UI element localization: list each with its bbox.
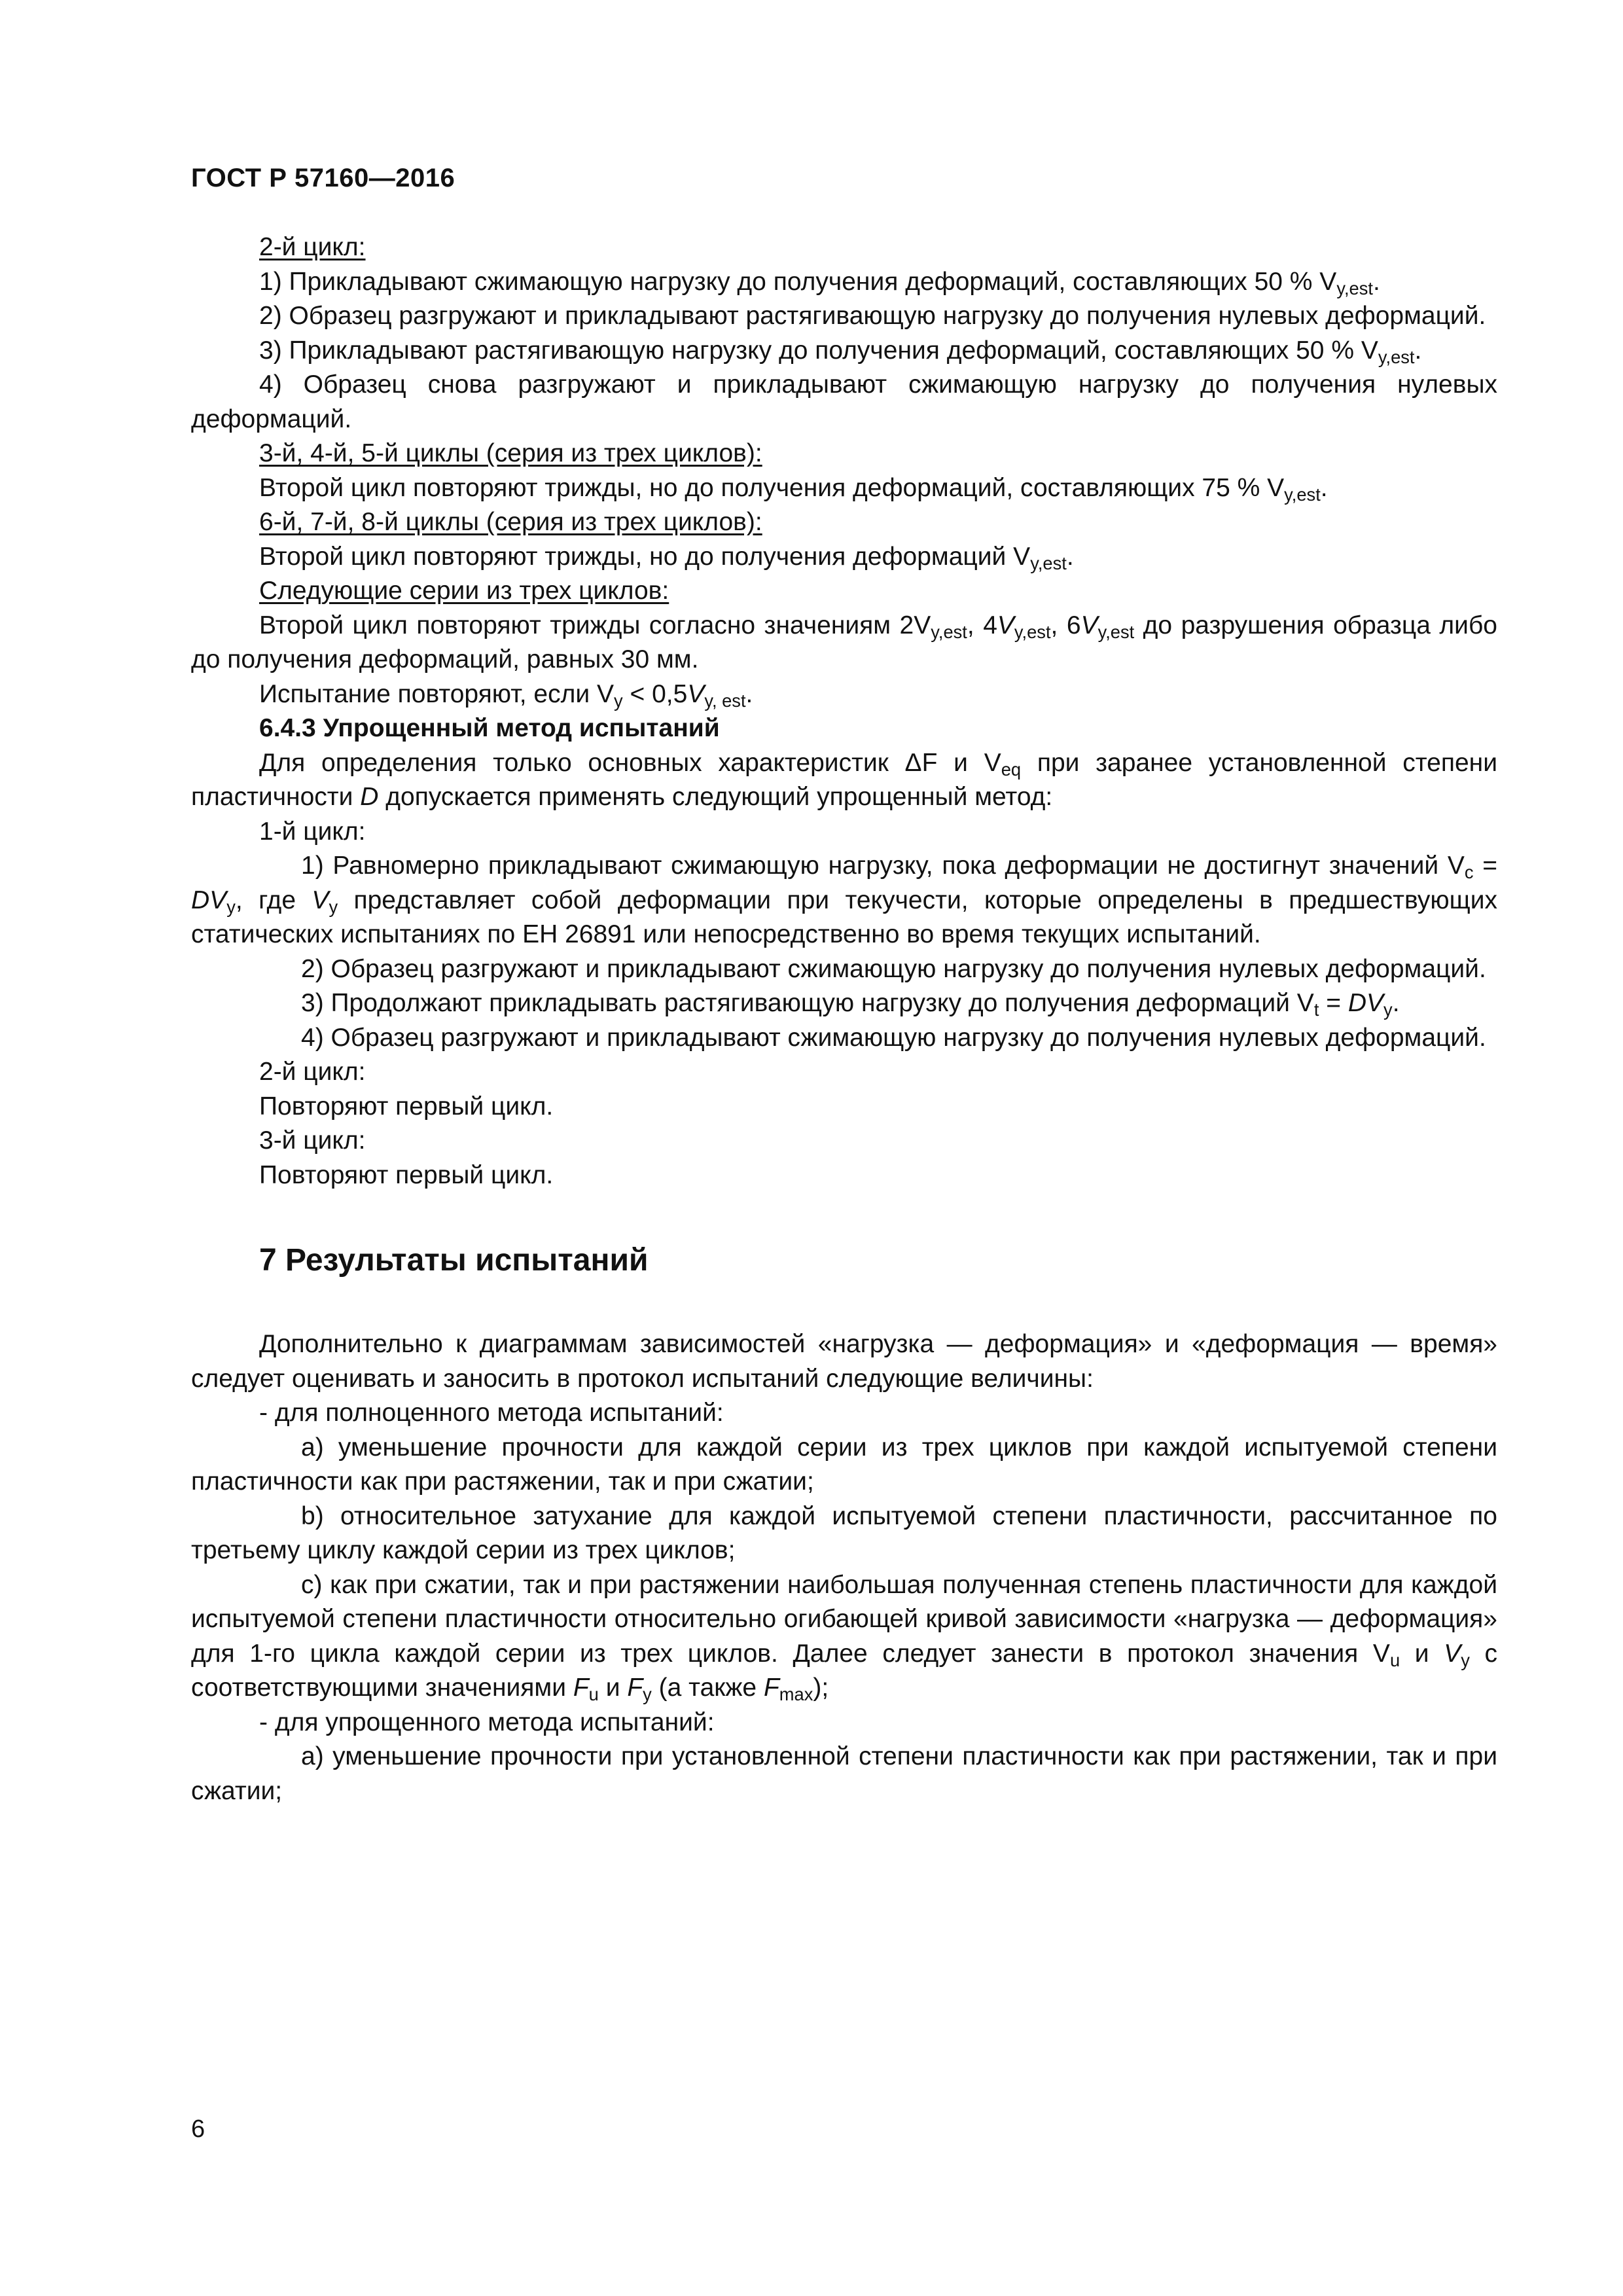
paragraph: Второй цикл повторяют трижды, но до получения деформаций $V_{y,est}$. (259, 542, 1074, 573)
paragraph: 2) Образец разгружают и прикладывают растягивающую нагрузку до получения нулевых деформаций. (259, 302, 1486, 330)
paragraph: 3) Прикладывают растягивающую нагрузку до получения деформаций, составляющих 50 % $V_{y,est}$. (259, 336, 1422, 367)
paragraph: Дополнительно к диаграммам зависимостей «нагрузка — деформация» и «деформация — время» следует оценивать и заносить в протокол испытаний следующие величины: (191, 1330, 1497, 1393)
section-heading: 6.4.3 Упрощенный метод испытаний (259, 714, 720, 742)
paragraph: 2-й цикл: (259, 233, 366, 261)
paragraph: c) как при сжатии, так и при растяжении наибольшая полученная степень пластичности для каждой испытуемой степени пластичности относительно огибающей кривой зависимости «нагрузка — деформация» для 1-го цикла каждой серии из трех циклов. Далее следует занести в протокол значения $V_u$ и $V_y$ с соответствующими значениями $F_u$ и $F_y$ (а также $F_{max}$); (191, 1570, 1497, 1704)
paragraph: b) относительное затухание для каждой испытуемой степени пластичности, рассчитанное по третьему циклу каждой серии из трех циклов; (191, 1501, 1497, 1564)
paragraph: Следующие серии из трех циклов: (259, 577, 669, 605)
paragraph: 3-й цикл: (259, 1126, 366, 1155)
document-body (191, 230, 1497, 1808)
paragraph: Повторяют первый цикл. (259, 1092, 554, 1121)
paragraph: - для упрощенного метода испытаний: (259, 1708, 715, 1736)
paragraph: 1) Прикладывают сжимающую нагрузку до получения деформаций, составляющих 50 % $V_{y,est}$. (259, 267, 1380, 298)
paragraph: Повторяют первый цикл. (259, 1160, 554, 1189)
paragraph: a) уменьшение прочности при установленной степени пластичности как при растяжении, так и при сжатии; (191, 1742, 1497, 1805)
paragraph: 1-й цикл: (259, 817, 366, 846)
paragraph: 4) Образец разгружают и прикладывают сжимающую нагрузку до получения нулевых деформаций. (301, 1023, 1486, 1052)
paragraph: 6-й, 7-й, 8-й циклы (серия из трех циклов): (259, 508, 762, 536)
paragraph: Для определения только основных характеристик ΔF и $V_{eq}$ при заранее установленной степени пластичности D допускается применять следующий упрощенный метод: (191, 748, 1497, 811)
paragraph: 3) Продолжают прикладывать растягивающую нагрузку до получения деформаций $V_t = DV_y$. (301, 989, 1400, 1020)
paragraph: Испытание повторяют, если $V_y < 0,5V_{y, est}$. (259, 679, 753, 711)
paragraph: 3-й, 4-й, 5-й циклы (серия из трех циклов): (259, 439, 762, 467)
section-title: 7 Результаты испытаний (259, 1243, 649, 1278)
paragraph: - для полноценного метода испытаний: (259, 1399, 724, 1427)
paragraph: 2) Образец разгружают и прикладывают сжимающую нагрузку до получения нулевых деформаций. (301, 954, 1486, 983)
paragraph: 4) Образец снова разгружают и прикладывают сжимающую нагрузку до получения нулевых деформаций. (191, 370, 1497, 433)
page-number: 6 (191, 2115, 205, 2143)
document-header: ГОСТ Р 57160—2016 (191, 164, 455, 192)
paragraph: 2-й цикл: (259, 1058, 366, 1086)
paragraph: a) уменьшение прочности для каждой серии из трех циклов при каждой испытуемой степени пластичности как при растяжении, так и при сжатии; (191, 1433, 1497, 1496)
paragraph: 1) Равномерно прикладывают сжимающую нагрузку, пока деформации не достигнут значений $V_c = DV_y$, где $V_y$ представляет собой деформации при текучести, которые определены в предшествующих статических испытаниях по ЕН 26891 или непосредственно во время текущих испытаний. (191, 852, 1497, 948)
paragraph: Второй цикл повторяют трижды, но до получения деформаций, составляющих 75 % $V_{y,est}$. (259, 473, 1328, 505)
paragraph: Второй цикл повторяют трижды согласно значениям $2V_{y,est}$, $4V_{y,est}$, $6V_{y,est}$ до разрушения образца либо до получения деформаций, равных 30 мм. (191, 611, 1497, 673)
